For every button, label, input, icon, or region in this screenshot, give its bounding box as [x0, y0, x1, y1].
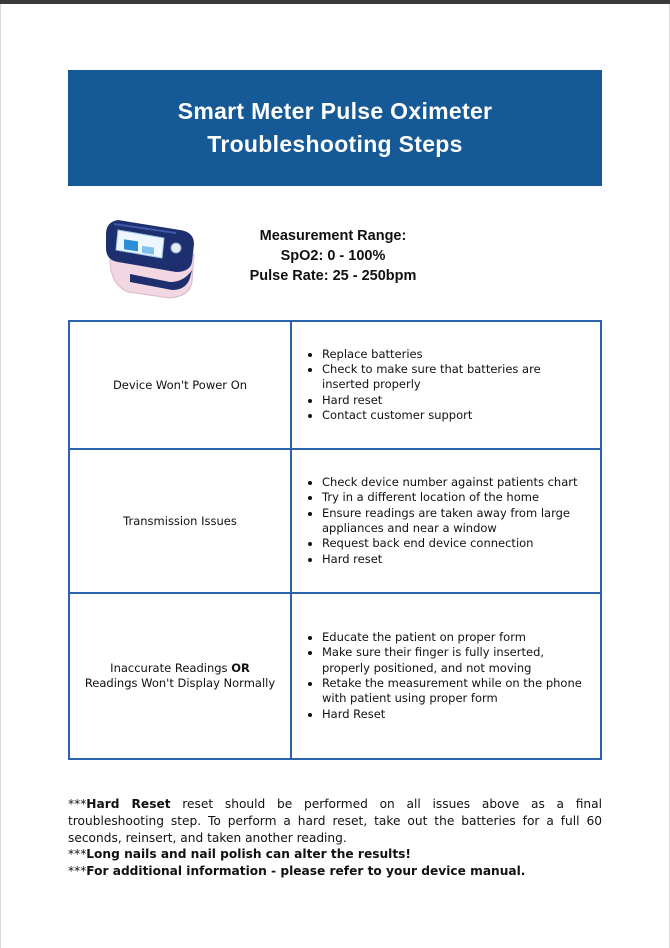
- page-left-edge: [0, 4, 1, 948]
- title-line-1: Smart Meter Pulse Oximeter: [177, 98, 493, 124]
- info-note: [68, 863, 602, 880]
- issue-cell: [69, 593, 291, 759]
- step-item: • Hard Reset: [322, 707, 588, 722]
- hard-reset-text: reset should be performed on all issues above as a final troubleshooting step. To perform a hard reset, take out the batteries for a full 60 seconds, reinsert, and taken another reading.: [68, 797, 602, 845]
- note-prefix: ***: [68, 847, 87, 862]
- page-top-edge: [0, 0, 670, 4]
- issue-label: Device Won't Power On: [112, 377, 248, 392]
- step-item: • Make sure their finger is fully inserted, properly positioned, and not moving: [322, 645, 588, 676]
- troubleshooting-table: [68, 320, 602, 760]
- issue-or-word: OR: [231, 661, 250, 675]
- step-item: • Ensure readings are taken away from large appliances and near a window: [322, 506, 588, 537]
- steps-cell: [291, 449, 601, 593]
- step-item: • Check device number against patients chart: [322, 475, 588, 490]
- step-item: • Replace batteries: [322, 347, 588, 362]
- pulse-rate-range: Pulse Rate: 25 - 250bpm: [249, 268, 417, 284]
- step-item: • Contact customer support: [322, 408, 588, 423]
- issue-label: Transmission Issues: [123, 513, 237, 528]
- hard-reset-note: [68, 796, 602, 846]
- pulse-oximeter-icon: [100, 212, 200, 304]
- step-item: • Hard reset: [322, 552, 588, 567]
- spo2-range: SpO2: 0 - 100%: [280, 248, 386, 264]
- nails-bold: Long nails and nail polish can alter the results!: [86, 847, 411, 862]
- steps-cell: [291, 593, 601, 759]
- steps-cell: [291, 321, 601, 449]
- step-item: • Retake the measurement while on the phone with patient using proper form: [322, 676, 588, 707]
- step-item: • Try in a different location of the home: [322, 490, 588, 505]
- steps-list: [292, 475, 600, 567]
- issue-label-part2: Readings Won't Display Normally: [84, 676, 276, 690]
- info-bold: For additional information - please refer to your device manual.: [86, 864, 526, 879]
- title-banner: [68, 70, 602, 186]
- step-item: • Check to make sure that batteries are inserted properly: [322, 362, 588, 393]
- issue-cell: [69, 321, 291, 449]
- table-row: [69, 321, 601, 449]
- footnotes: [68, 796, 602, 880]
- note-prefix: ***: [68, 864, 87, 879]
- steps-list: [292, 347, 600, 423]
- measurement-range: [230, 226, 436, 286]
- steps-list: [292, 630, 600, 722]
- issue-label-part1: Inaccurate Readings: [110, 661, 228, 675]
- hard-reset-bold: Hard Reset: [86, 797, 171, 811]
- nails-note: [68, 846, 602, 863]
- table-row: [69, 593, 601, 759]
- step-item: • Request back end device connection: [322, 536, 588, 551]
- table-row: [69, 449, 601, 593]
- note-prefix: ***: [68, 797, 87, 811]
- measurement-heading: Measurement Range:: [259, 228, 407, 244]
- title-line-2: Troubleshooting Steps: [207, 131, 463, 157]
- issue-cell: [69, 449, 291, 593]
- step-item: • Hard reset: [322, 393, 588, 408]
- step-item: • Educate the patient on proper form: [322, 630, 588, 645]
